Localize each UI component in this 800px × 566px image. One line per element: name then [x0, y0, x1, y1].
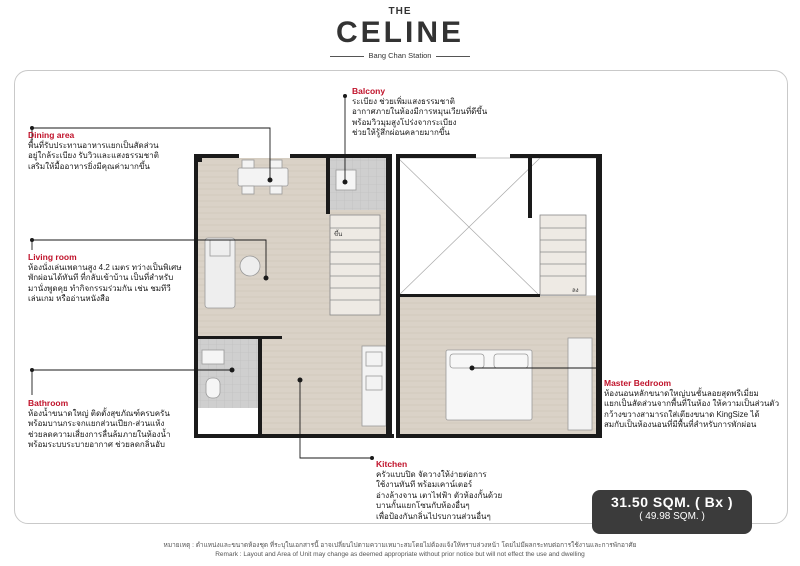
brand-name: CELINE [335, 16, 464, 49]
balcony-title: Balcony [352, 86, 386, 96]
marker-down: ลง [572, 287, 579, 294]
callout-living [28, 252, 228, 305]
callout-dining [28, 130, 228, 172]
bathroom-body: ห้องน้ำขนาดใหญ่ ติดตั้งสุขภัณฑ์ครบครัน พร้อมบานกระจกแยกส่วนเปียก-ส่วนแห้ง ช่วยลดความเสี่ยงการลื่นล้มภายในห้องน้ำ พร้อมระบบระบายอากาศ ช่วยลดกลิ่นอับ [28, 408, 171, 449]
kitchen-title: Kitchen [376, 459, 408, 469]
station-label: Bang Chan Station [368, 51, 432, 60]
kitchen-body: ครัวแบบปิด จัดวางให้ง่ายต่อการ ใช้งานทันที พร้อมเคาน์เตอร์ อ่างล้างจาน เตาไฟฟ้า ตัวห้องกั้นด้วย บานกั้นแยกโซนกับห้องอื่นๆ เพื่อป้องกันกลิ่นไปรบกวนส่วนอื่นๆ [376, 469, 503, 521]
unit-area-total: ( 49.98 SQM. ) [639, 511, 705, 522]
master-title: Master Bedroom [604, 378, 672, 388]
callout-bathroom [28, 398, 198, 451]
marker-up: ขึ้น [334, 231, 343, 238]
bathroom-title: Bathroom [28, 398, 69, 408]
stair-left [330, 215, 380, 315]
living-body: ห้องนั่งเล่นเพดานสูง 4.2 เมตร ทว่างเป็นพิเศษ พักผ่อนได้ทันที ที่กลับเข้าบ้าน เป็นที่สำหรับ มานั่งพูดคุย ทำกิจกรรมร่วมกัน เช่น ชมทีวี เล่นเกม หรืออ่านหนังสือ [28, 262, 182, 303]
bathroom-floor [198, 338, 258, 408]
balcony-body: ระเบียง ช่วยเพิ่มแสงธรรมชาติ อากาศภายในห้องมีการหมุนเวียนที่ดีขึ้น พร้อมวิวมุมสูงโปร่งจากระเบียง ช่วยให้รู้สึกผ่อนคลายมากขึ้น [352, 96, 488, 137]
callout-kitchen [376, 459, 566, 522]
stair-right [540, 215, 586, 295]
remark-thai: หมายเหตุ : ตำแหน่งและขนาดห้องชุด ที่ระบุในเอกสารนี้ อาจเปลี่ยนไปตามความเหมาะสมโดยไม่ต้องแจ้งให้ทราบล่วงหน้า โดยไม่มีผลกระทบต่อการใช้งานและการพักอาศัย [163, 542, 637, 549]
kitchen-counter [362, 346, 386, 426]
master-body: ห้องนอนหลักขนาดใหญ่บนชั้นลอยสุดพรีเมี่ยม แยกเป็นสัดส่วนจากพื้นที่ในห้อง ให้ความเป็นส่วนตัว กว้างขวางสามารถใส่เตียงขนาด KingSize ได้ สมกับเป็นห้องนอนที่มีพื้นที่สำหรับการพักผ่อน [604, 388, 780, 429]
remark-english: Remark : Layout and Area of Unit may change as deemed appropriate without prior notice but will not effect the use and dwelling [215, 551, 585, 558]
dining-title: Dining area [28, 130, 75, 140]
dining-body: พื้นที่รับประทานอาหารแยกเป็นสัดส่วน อยู่ใกล้ระเบียง รับวิวและแสงธรรมชาติ เสริมให้มื้ออาหารยิ่งมีคุณค่ามากขึ้น [28, 140, 159, 171]
callout-balcony [352, 86, 542, 139]
wardrobe [568, 338, 592, 430]
unit-area-badge [592, 490, 752, 534]
bed [446, 350, 532, 420]
brand-prefix: THE [388, 6, 412, 17]
callout-master [604, 378, 784, 431]
living-title: Living room [28, 252, 77, 262]
unit-area-main: 31.50 SQM. ( Bx ) [610, 494, 734, 510]
